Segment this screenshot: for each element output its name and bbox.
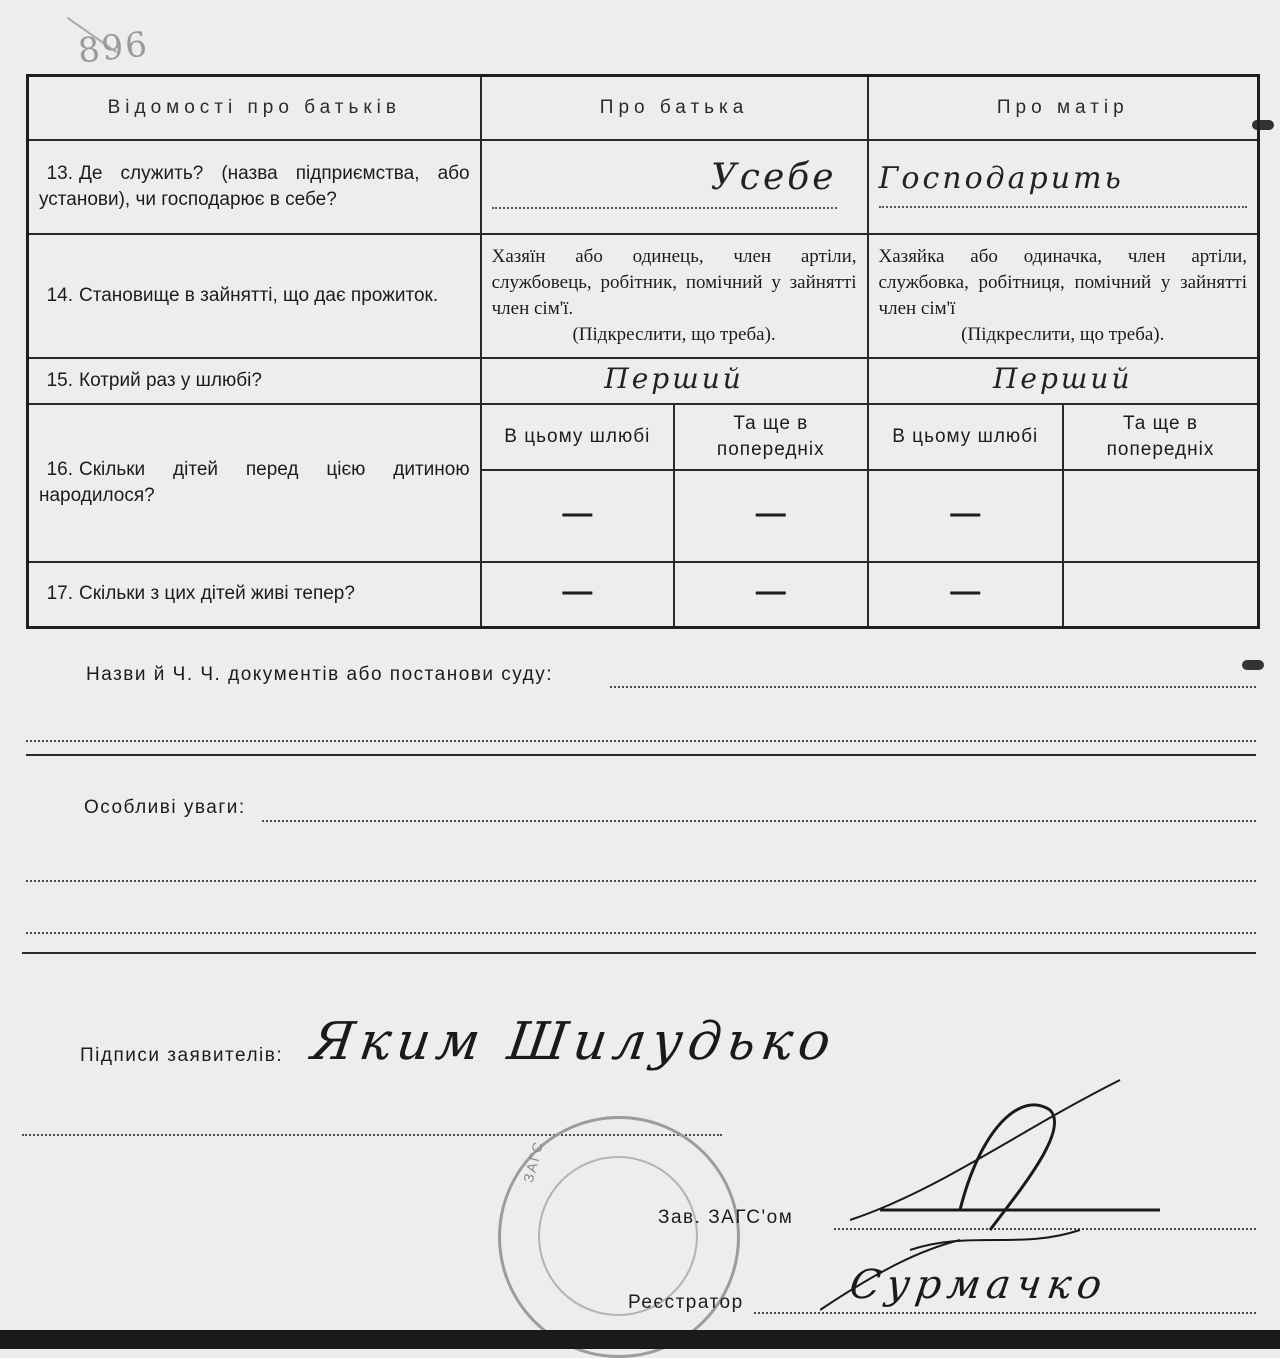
dash-mark: — [755, 575, 786, 609]
answer-16-mother-previous [1063, 470, 1259, 562]
mother-options: Хазяйка або одиначка, член артіли, службовка, робітниця, помічний у зайнятті член сім'ї [878, 245, 1247, 319]
dash-mark: — [562, 575, 593, 609]
question-13 [28, 140, 481, 234]
remarks-dotted-line [262, 820, 1256, 822]
answer-17-mother-this [868, 562, 1063, 628]
answer-16-father-this [481, 470, 674, 562]
registrar-label: Реєстратор [628, 1292, 744, 1313]
question-16 [28, 404, 481, 562]
question-text: Скільки з цих дітей живі тепер? [79, 583, 355, 605]
applicant-signature: Яким Шилудько [307, 1012, 841, 1072]
answer-14-father [481, 234, 868, 358]
answer-17-father-this [481, 562, 674, 628]
header-parents-info: Відомості про батьків [28, 76, 481, 140]
question-14 [28, 234, 481, 358]
answer-13-father [481, 140, 868, 234]
handwritten-answer: Перший [993, 361, 1133, 395]
row-15 [28, 358, 1259, 404]
question-number: 15. [46, 369, 73, 391]
parents-info-table [26, 74, 1260, 629]
dotted-fill-line [492, 201, 837, 209]
handwritten-answer: Господарить [878, 160, 1124, 196]
registrar-signature: Сурмачко [846, 1262, 1111, 1308]
corner-handwritten-number: 896 [76, 24, 151, 72]
question-number: 16. [46, 458, 73, 480]
row-17 [28, 562, 1259, 628]
signatures-label: Підписи заявителів: [80, 1045, 284, 1066]
dash-mark: — [950, 496, 981, 530]
zags-head-label: Зав. ЗАГС'ом [658, 1207, 794, 1228]
subheader-father-previous: Та ще в попередніх [674, 404, 867, 470]
answer-16-mother-this [868, 470, 1063, 562]
answer-15-father [481, 358, 868, 404]
head-signature-flourish [820, 1070, 1160, 1330]
remarks-dotted-line-2 [26, 880, 1256, 882]
row-14 [28, 234, 1259, 358]
handwritten-answer: Усебе [710, 156, 837, 198]
answer-17-father-previous [674, 562, 867, 628]
answer-17-mother-previous [1063, 562, 1259, 628]
header-mother: Про матір [868, 76, 1259, 140]
question-number: 17. [46, 583, 73, 605]
question-text: Де служить? (назва підприємства, або установи), чи господарює в себе? [39, 162, 470, 210]
question-15 [28, 358, 481, 404]
binder-clip-middle [1242, 660, 1264, 670]
handwritten-answer: Перший [604, 361, 744, 395]
dash-mark: — [562, 496, 593, 530]
table-header-row [28, 76, 1259, 140]
subheader-mother-this-marriage: В цьому шлюбі [868, 404, 1063, 470]
question-17 [28, 562, 481, 628]
question-number: 14. [46, 284, 73, 306]
answer-15-mother [868, 358, 1259, 404]
question-number: 13. [46, 162, 73, 184]
answer-13-mother [868, 140, 1259, 234]
question-text: Становище в зайнятті, що дає прожиток. [79, 284, 439, 306]
remarks-label: Особливі уваги: [84, 797, 246, 818]
section-divider [22, 952, 1256, 954]
question-text: Котрий раз у шлюбі? [79, 369, 262, 391]
stamp-text: ЗАГС [520, 1138, 547, 1185]
answer-14-mother [868, 234, 1259, 358]
header-father: Про батька [481, 76, 868, 140]
underline-instruction: (Підкреслити, що треба). [572, 323, 776, 345]
question-text: Скільки дітей перед цією дитиною народилося? [39, 458, 470, 506]
underline-instruction: (Підкреслити, що треба). [961, 323, 1165, 345]
father-options: Хазяїн або одинець, член артіли, службовець, робітник, помічний у зайнятті член сім'ї. [491, 245, 857, 319]
documents-dotted-line-2 [26, 740, 1256, 742]
dotted-fill-line [879, 200, 1247, 208]
dash-mark: — [950, 575, 981, 609]
row-16-subheaders [28, 404, 1259, 470]
documents-label: Назви й Ч. Ч. документів або постанови суду: [86, 664, 553, 685]
subheader-father-this-marriage: В цьому шлюбі [481, 404, 674, 470]
remarks-dotted-line-3 [26, 932, 1256, 934]
dash-mark: — [755, 496, 786, 530]
section-divider [26, 754, 1256, 756]
row-13 [28, 140, 1259, 234]
documents-dotted-line [610, 686, 1256, 688]
subheader-mother-previous: Та ще в попередніх [1063, 404, 1259, 470]
scan-bottom-edge [0, 1330, 1280, 1349]
answer-16-father-previous [674, 470, 867, 562]
